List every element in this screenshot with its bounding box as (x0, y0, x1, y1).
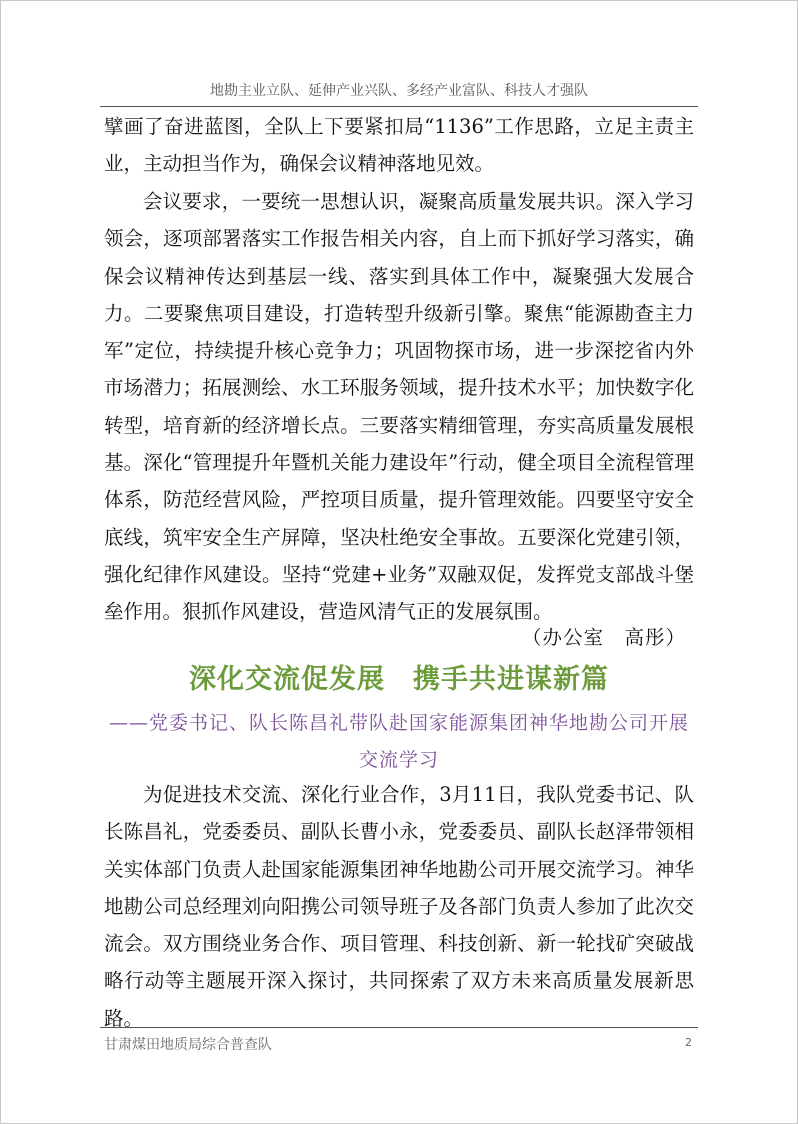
article1-signature: （办公室 高彤） (521, 626, 686, 649)
footer-divider (100, 1027, 698, 1028)
header-slogan: 地勘主业立队、延伸产业兴队、多经产业富队、科技人才强队 (210, 83, 588, 99)
article1-paragraph2: 会议要求，一要统一思想认识，凝聚高质量发展共识。深入学习领会，逐项部署落实工作报告相关内容，自上而下抓好学习落实，确保会议精神传达到基层一线、落实到具体工作中，凝聚强大发展合力。二要聚焦项目建设，打造转型升级新引擎。聚焦“能源勘查主力军”定位，持续提升核心竞争力；巩固物探市场，进一步深挖省内外市场潜力；拓展测绘、水工环服务领域，提升技术水平；加快数字化转型，培育新的经济增长点。三要落实精细管理，夯实高质量发展根基。深化“管理提升年暨机关能力建设年”行动，健全项目全流程管理体系，防范经营风险，严控项目质量，提升管理效能。四要坚守安全底线，筑牢安全生产屏障，坚决杜绝安全事故。五要深化党建引领，强化纪律作风建设。坚持“党建+业务”双融双促，发挥党支部战斗堡垒作用。狠抓作风建设，营造风清气正的发展氛围。 (104, 190, 694, 624)
footer-page-number: 2 (685, 1036, 692, 1049)
article2-paragraph1: 为促进技术交流、深化行业合作，3月11日，我队党委书记、队长陈昌礼，党委委员、副队长曹小永，党委委员、副队长赵泽带领相关实体部门负责人赴国家能源集团神华地勘公司开展交流学习。神华地勘公司总经理刘向阳携公司领导班子及各部门负责人参加了此次交流会。双方围绕业务合作、项目管理、科技创新、新一轮找矿突破战略行动等主题展开深入探讨，共同探索了双方未来高质量发展新思路。 (104, 783, 694, 1030)
article1-paragraph1: 擘画了奋进蓝图，全队上下要紧扣局“1136”工作思路，立足主责主业，主动担当作为，确保会议精神落地见效。 (104, 115, 694, 176)
footer-organization: 甘肃煤田地质局综合普查队 (104, 1037, 272, 1053)
header-divider (100, 106, 698, 107)
article2-subtitle: ——党委书记、队长陈昌礼带队赴国家能源集团神华地勘公司开展交流学习 (108, 712, 689, 771)
article2-title: 深化交流促发展 携手共进谋新篇 (189, 664, 609, 695)
